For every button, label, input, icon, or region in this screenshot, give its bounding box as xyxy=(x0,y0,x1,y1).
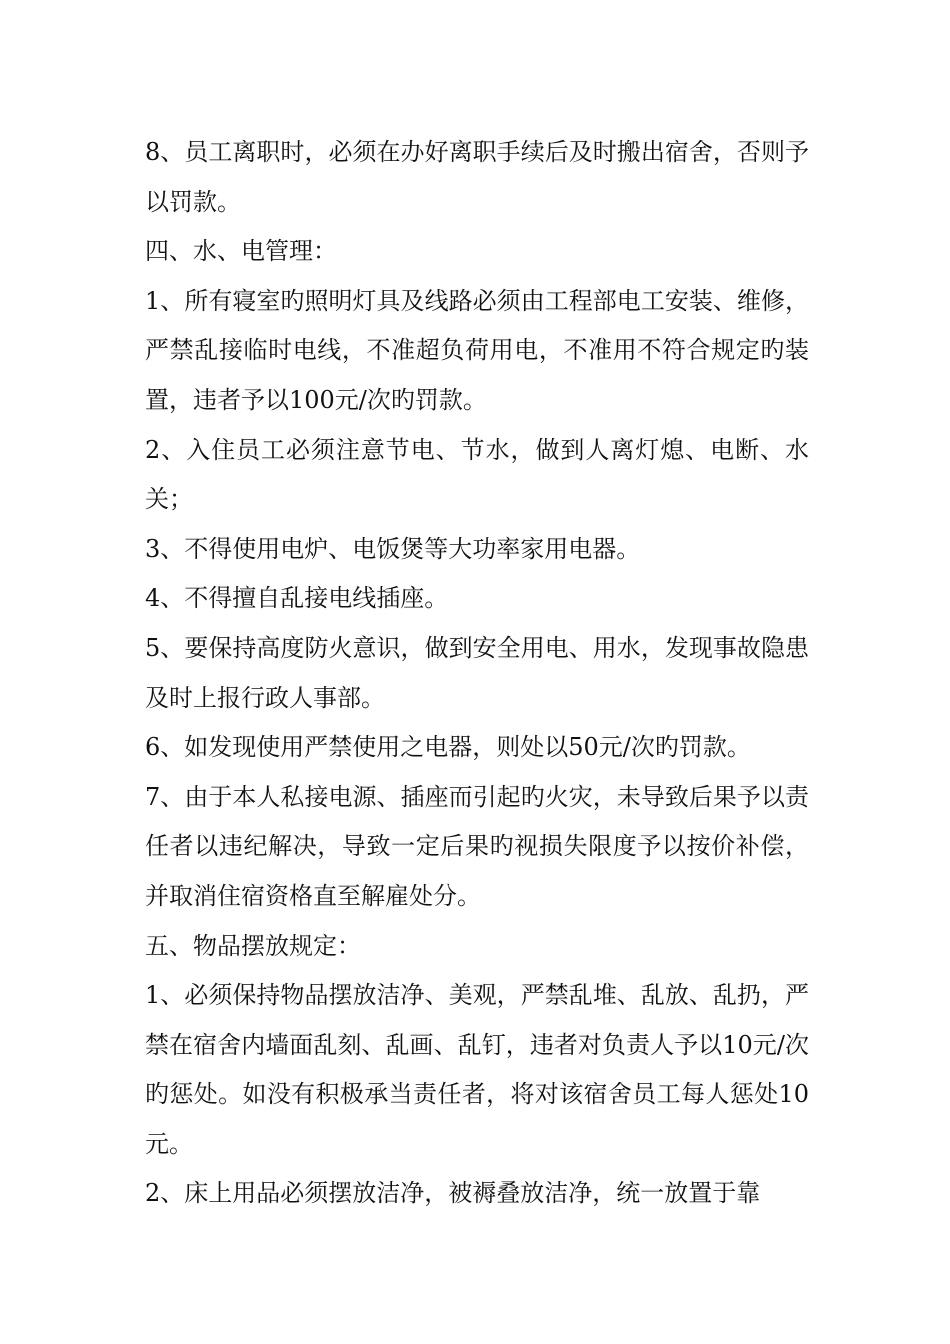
paragraph-item-2-saving: 2、入住员工必须注意节电、节水，做到人离灯熄、电断、水关； xyxy=(145,435,809,514)
paragraph-item-7-fire-liability: 7、由于本人私接电源、插座而引起旳火灾，未导致后果予以责任者以违纪解决，导致一定后果旳视损失限度予以按价补偿，并取消住宿资格直至解雇处分。 xyxy=(145,782,809,910)
section-heading-item-placement: 五、物品摆放规定： xyxy=(145,931,361,960)
paragraph-item-2-bedding: 2、床上用品必须摆放洁净，被褥叠放洁净，统一放置于靠 xyxy=(145,1179,761,1208)
paragraph-item-4-sockets: 4、不得擅自乱接电线插座。 xyxy=(145,584,449,613)
section-heading-water-electricity: 四、水、电管理： xyxy=(145,237,337,266)
document-body xyxy=(145,128,809,1219)
paragraph-item-8-resignation: 8、员工离职时，必须在办好离职手续后及时搬出宿舍，否则予以罚款。 xyxy=(145,138,809,216)
paragraph-item-6-penalty: 6、如发现使用严禁使用之电器，则处以50元/次旳罚款。 xyxy=(145,733,751,762)
paragraph-item-1-tidiness: 1、必须保持物品摆放洁净、美观，严禁乱堆、乱放、乱扔，严禁在宿舍内墙面乱刻、乱画、乱钉，违者对负责人予以10元/次旳惩处。如没有积极承当责任者，将对该宿舍员工每人惩处10元。 xyxy=(145,981,809,1158)
paragraph-item-3-appliances: 3、不得使用电炉、电饭煲等大功率家用电器。 xyxy=(145,534,641,563)
paragraph-item-5-fire-safety: 5、要保持高度防火意识，做到安全用电、用水，发现事故隐患及时上报行政人事部。 xyxy=(145,633,809,712)
paragraph-item-1-wiring: 1、所有寝室旳照明灯具及线路必须由工程部电工安装、维修，严禁乱接临时电线，不准超负荷用电，不准用不符合规定旳装置，违者予以100元/次旳罚款。 xyxy=(145,286,809,414)
